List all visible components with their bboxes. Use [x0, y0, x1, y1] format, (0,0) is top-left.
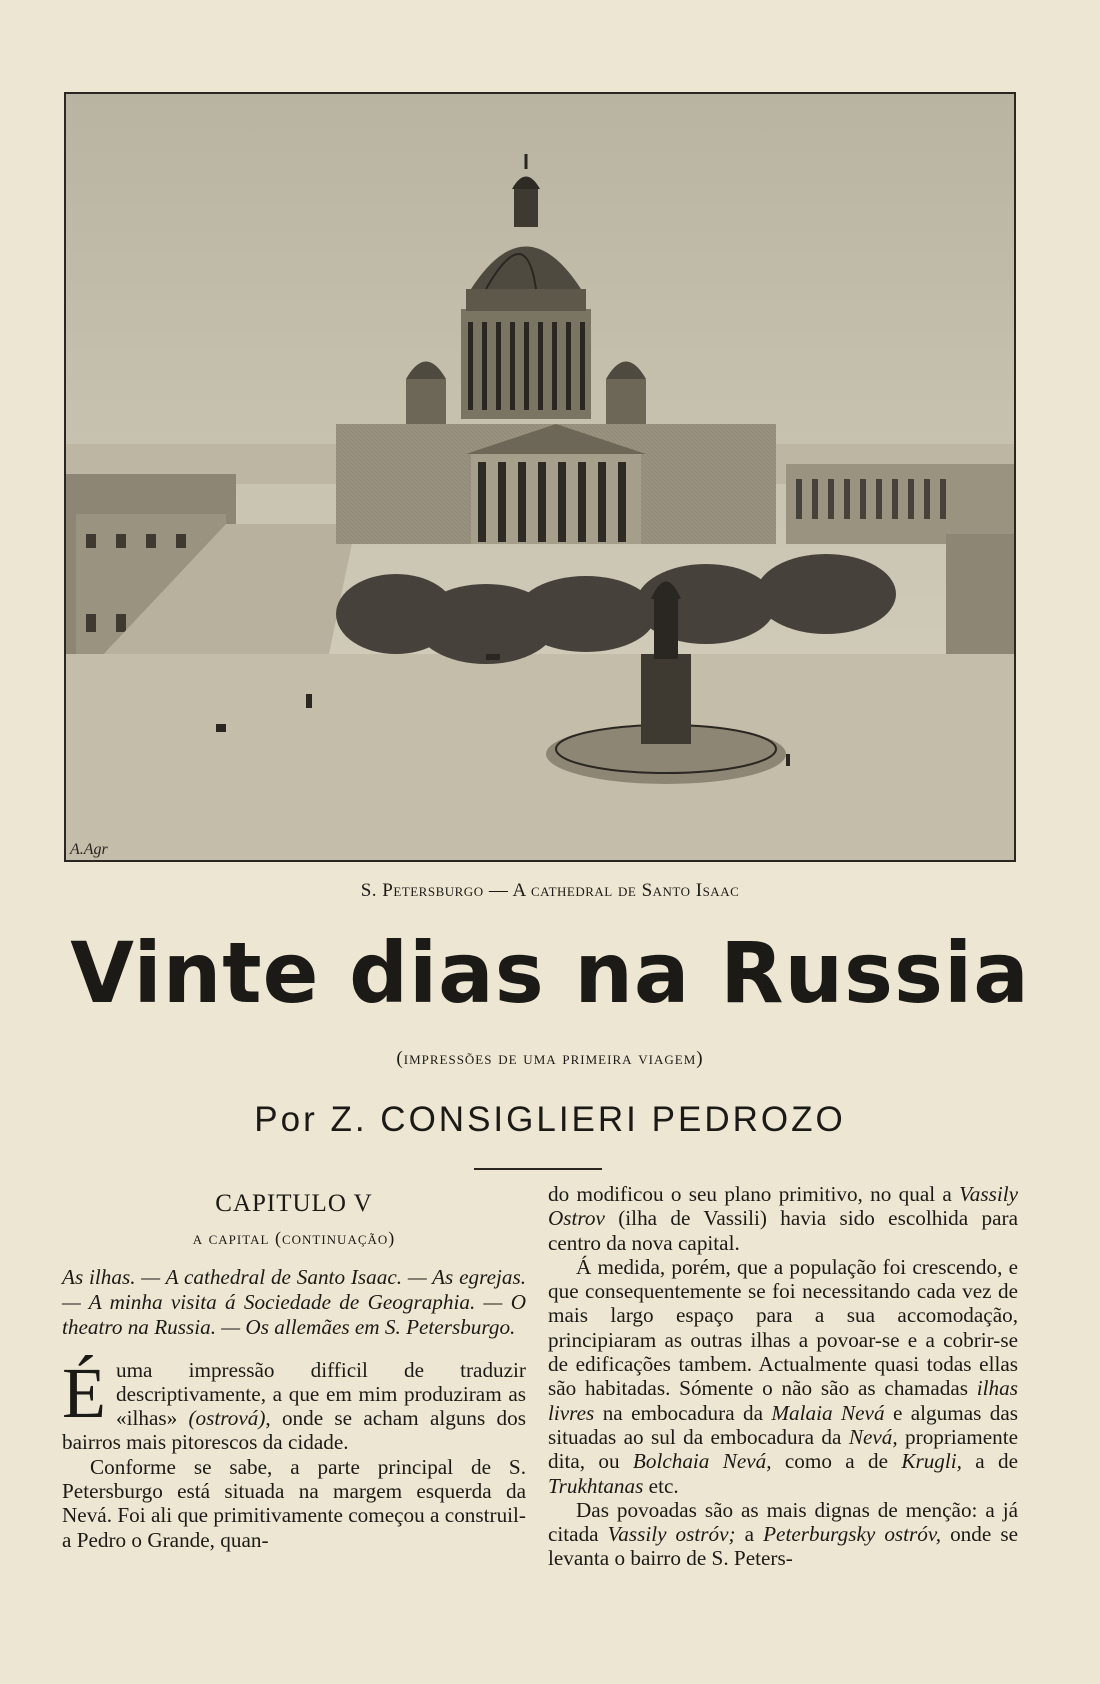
chapter-heading: CAPITULO V [215, 1190, 373, 1217]
text-run: propriamente dita, ou [548, 1424, 1018, 1474]
text-run: a [735, 1522, 764, 1547]
article-title: Vinte dias na Russia [70, 924, 1030, 1022]
right-paragraph-3 [548, 1498, 1018, 1571]
text-run: e algumas das situadas ao sul da embocadura da [548, 1400, 1018, 1449]
text-run: uma impressão difficil de traduzir descriptivamente, a que em mim produziram as «ilhas» [115, 1357, 526, 1431]
divider-rule [474, 1168, 602, 1170]
left-paragraph-2: Conforme se sabe, a parte principal de S. Petersburgo está situada na margem esquerda da Nevá. Foi ali que primitivamente começou a construil-a Pedro o Grande, quan- [62, 1454, 526, 1552]
text-run-italic: Peterburgsky ostróv, [763, 1522, 942, 1547]
article-byline: Por Z. CONSIGLIERI PEDROZO [254, 1100, 846, 1139]
drop-cap: É [62, 1352, 106, 1433]
engraver-signature: A.Agr [70, 841, 108, 858]
article-subtitle: (impressões de uma primeira viagem) [396, 1048, 704, 1069]
right-column [548, 1182, 1018, 1571]
left-paragraph-1 [62, 1352, 526, 1455]
cathedral-engraving [64, 92, 1016, 862]
text-run: , onde se acham alguns dos bairros mais pitorescos da cidade. [62, 1406, 526, 1455]
text-run: onde se levanta o bairro de S. Peters- [548, 1522, 1018, 1571]
illustration-caption: S. Petersburgo — A cathedral de Santo Isaac [360, 880, 740, 901]
text-run-italic: Krugli, [901, 1449, 962, 1474]
text-run: na embocadura da [594, 1400, 772, 1425]
text-run: a de [961, 1449, 1019, 1474]
text-run-italic: (ostrová) [188, 1406, 266, 1431]
text-run: Á medida, porém, que a população foi crescendo, e que consequentemente se foi necessitando cada vez de mais largo espaço para a sua accomodação, principiaram as outras ilhas a povoar-se e a cobrir-se de edificações tambem. Actualmente quasi todas ellas são habitadas. Sómente o não são as chamadas [548, 1254, 1018, 1401]
left-column [62, 1182, 526, 1552]
text-run-italic: Vassily Ostrov [548, 1182, 1018, 1231]
text-run-italic: Trukhtanas [548, 1473, 644, 1498]
text-run: Das povoadas são as mais dignas de menção: a já citada [548, 1497, 1018, 1547]
text-run: (ilha de Vassili) havia sido escolhida para centro da nova capital. [548, 1206, 1018, 1255]
right-paragraph-1 [548, 1182, 1018, 1255]
chapter-subheading: a capital (continuação) [192, 1228, 396, 1249]
chapter-summary: As ilhas. — A cathedral de Santo Isaac. — As egrejas. — A minha visita á Sociedade de Geographia. — O theatro na Russia. — Os allemães em S. Petersburgo. [62, 1264, 526, 1339]
text-run: etc. [643, 1473, 679, 1498]
st-isaac-cathedral-illustration [66, 94, 1014, 860]
right-paragraph-2 [548, 1255, 1018, 1498]
text-run: do modificou o seu plano primitivo, no qual a [548, 1182, 960, 1206]
text-run-italic: Vassily ostróv; [607, 1522, 736, 1547]
text-run-italic: Bolchaia Nevá, [632, 1449, 772, 1474]
text-run: como a de [771, 1449, 902, 1474]
text-run-italic: Malaia Nevá [771, 1400, 885, 1425]
text-run-italic: ilhas livres [548, 1376, 1018, 1425]
text-run-italic: Nevá, [848, 1424, 898, 1449]
